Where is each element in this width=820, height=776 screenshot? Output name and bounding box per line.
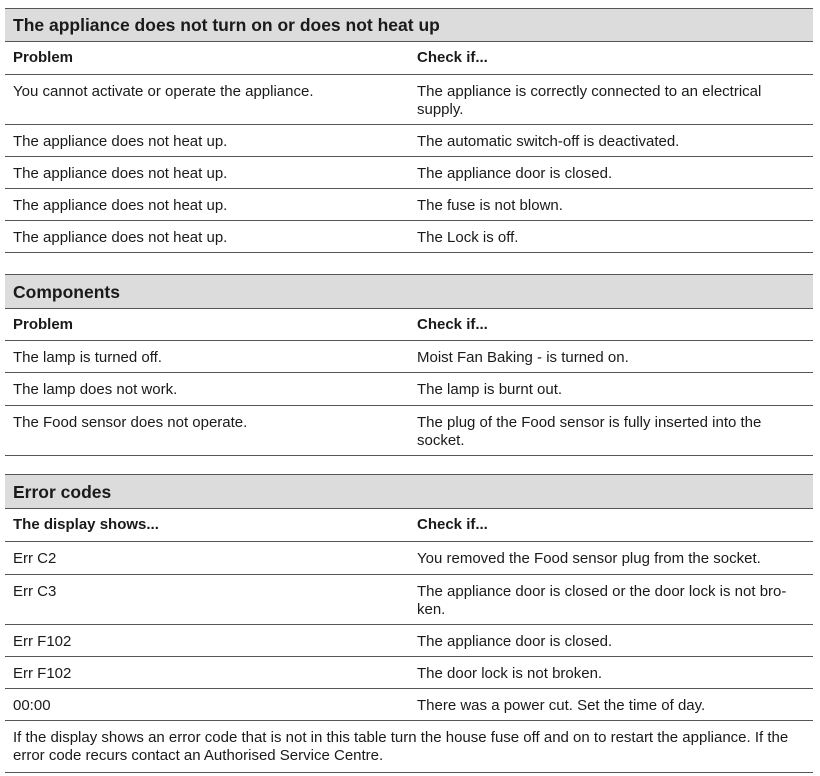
section-title: Components [5, 275, 813, 309]
column-header-check: Check if... [409, 509, 813, 542]
problem-cell: The appliance does not heat up. [5, 189, 409, 221]
error-code-cell: Err C3 [5, 575, 409, 625]
table-row [5, 625, 813, 657]
error-code-cell: Err C2 [5, 542, 409, 575]
table-row [5, 75, 813, 125]
footer-note: If the display shows an error code that is not in this table turn the house fuse off and on to restart the appliance. If the error code recurs contact an Authorised Service Centre. [5, 720, 813, 773]
table-row [5, 406, 813, 456]
column-header-display: The display shows... [5, 509, 409, 542]
error-code-cell: 00:00 [5, 689, 409, 721]
column-header-check: Check if... [409, 42, 813, 75]
section-error-codes-table [5, 474, 813, 721]
check-cell: The automatic switch-off is deactivated. [409, 125, 813, 157]
table-row [5, 157, 813, 189]
error-code-cell: Err F102 [5, 625, 409, 657]
problem-cell: The appliance does not heat up. [5, 157, 409, 189]
check-cell: The appliance door is closed. [409, 157, 813, 189]
section-power-heat-table [5, 8, 813, 253]
problem-cell: The lamp is turned off. [5, 341, 409, 373]
error-code-cell: Err F102 [5, 657, 409, 689]
table-row [5, 689, 813, 721]
check-cell: The plug of the Food sensor is fully inserted into the socket. [409, 406, 813, 456]
problem-cell: The lamp does not work. [5, 373, 409, 406]
check-cell: The appliance door is closed or the door lock is not bro-ken. [409, 575, 813, 625]
problem-cell: The Food sensor does not operate. [5, 406, 409, 456]
table-row [5, 373, 813, 406]
problem-cell: The appliance does not heat up. [5, 125, 409, 157]
table-row [5, 125, 813, 157]
table-row [5, 341, 813, 373]
table-row [5, 657, 813, 689]
check-cell: There was a power cut. Set the time of day. [409, 689, 813, 721]
check-cell: Moist Fan Baking - is turned on. [409, 341, 813, 373]
check-cell: The appliance door is closed. [409, 625, 813, 657]
check-cell: The lamp is burnt out. [409, 373, 813, 406]
column-header-problem: Problem [5, 42, 409, 75]
section-components-table [5, 274, 813, 456]
section-title: Error codes [5, 475, 813, 509]
check-cell: The appliance is correctly connected to an electrical supply. [409, 75, 813, 125]
problem-cell: You cannot activate or operate the appliance. [5, 75, 409, 125]
check-cell: You removed the Food sensor plug from the socket. [409, 542, 813, 575]
problem-cell: The appliance does not heat up. [5, 221, 409, 253]
check-cell: The Lock is off. [409, 221, 813, 253]
table-row [5, 189, 813, 221]
table-row [5, 542, 813, 575]
check-cell: The fuse is not blown. [409, 189, 813, 221]
column-header-check: Check if... [409, 309, 813, 341]
check-cell: The door lock is not broken. [409, 657, 813, 689]
section-title: The appliance does not turn on or does not heat up [5, 9, 813, 42]
table-row [5, 221, 813, 253]
column-header-problem: Problem [5, 309, 409, 341]
table-row [5, 575, 813, 625]
